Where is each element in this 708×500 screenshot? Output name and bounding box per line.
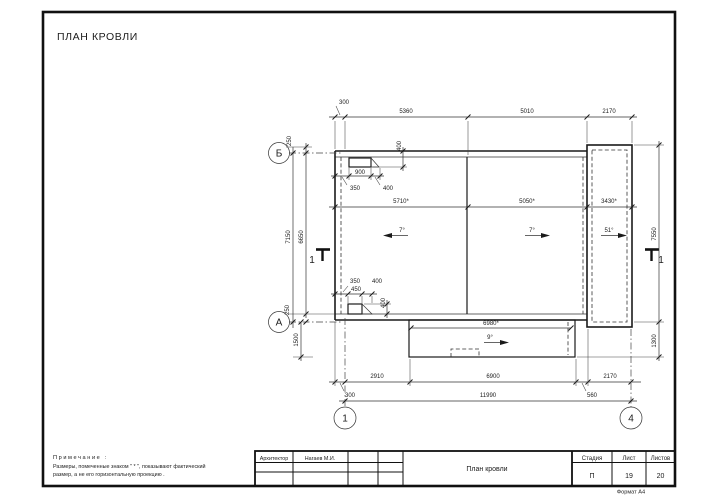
axis-marker-1	[334, 407, 356, 429]
chimney-bottom	[348, 304, 372, 314]
section-number-right: 1	[658, 255, 664, 266]
right-wing-roof	[587, 145, 632, 327]
dim-top-5010: 5010	[520, 109, 534, 115]
dim-row-slope-lengths	[329, 199, 637, 210]
dim-left-1500: 1500	[294, 333, 300, 347]
axis-lines	[289, 153, 631, 407]
slope-left-label: 7°	[399, 228, 405, 234]
axis-label-b: Б	[275, 148, 283, 160]
format-label: Формат А4	[616, 489, 646, 496]
dim-slope-5050: 5050*	[519, 199, 535, 205]
page-title: ПЛАН КРОВЛИ	[57, 31, 138, 43]
section-number-left: 1	[309, 255, 315, 266]
slope-lower-label: 9°	[487, 335, 493, 341]
dim-slope-5710: 5710*	[393, 199, 409, 205]
dim-top-2170: 2170	[602, 109, 616, 115]
dim-top-300: 300	[338, 100, 350, 106]
axis-label-4: 4	[628, 413, 634, 425]
notes-block	[53, 455, 206, 478]
notes-heading: Примечание :	[53, 455, 108, 461]
dim-lower-6980: 6980*	[483, 321, 499, 327]
slope-wing-label: 51°	[604, 228, 614, 234]
slope-left	[383, 228, 408, 238]
title-block-sheet-value: 19	[625, 473, 633, 480]
notes-line-2: размер, а не его горизонтальную проекцию .	[53, 472, 165, 478]
title-block-sheets-header: Листов	[650, 456, 671, 462]
dim-bottom-560: 560	[586, 393, 598, 399]
title-block-sheets-value: 20	[656, 473, 665, 480]
axis-label-1: 1	[342, 413, 348, 425]
slope-wing	[601, 228, 627, 238]
section-mark-left	[309, 249, 330, 266]
dim-left-6650: 6650	[299, 230, 305, 244]
dim-row-bottom	[329, 322, 641, 404]
chimney-top	[349, 158, 379, 167]
title-block-drawing-title: План кровли	[466, 466, 508, 473]
dim-left-250-top: 250	[287, 135, 293, 147]
title-block-role: Архитектор	[259, 456, 289, 462]
dim-chimney-bot-350: 350	[349, 279, 361, 285]
slope-lower	[484, 335, 509, 345]
dim-chimney-top-400: 400	[382, 186, 394, 192]
title-block-stage-header: Стадия	[581, 456, 603, 462]
dim-left-250-bottom: 250	[285, 304, 291, 316]
dim-chimney-bot-400v: 400	[381, 297, 387, 309]
axis-label-a: А	[275, 317, 283, 329]
dim-bottom-6900: 6900	[486, 374, 500, 380]
dim-bottom-2910: 2910	[370, 374, 384, 380]
notes-line-1: Размеры, помеченные знаком " * ", показывают фактический	[53, 464, 206, 470]
dim-chimney-bot-400: 400	[371, 279, 383, 285]
dim-chimney-bottom	[331, 279, 391, 318]
dim-right-7550: 7550	[652, 227, 658, 241]
dim-bottom-2170: 2170	[603, 374, 617, 380]
dim-bottom-300: 300	[344, 393, 356, 399]
sheet-frame	[43, 12, 675, 486]
title-block-sheet-header: Лист	[622, 456, 636, 462]
axis-marker-4	[620, 407, 642, 429]
title-block-architect: Нагаев М.И.	[304, 456, 336, 462]
dim-chimney-top-900: 900	[354, 170, 366, 176]
dim-left-7150: 7150	[286, 230, 292, 244]
title-block-stage-value: П	[589, 473, 595, 480]
slope-middle	[525, 228, 550, 238]
dim-lower-roof	[409, 321, 574, 331]
dim-slope-3430: 3430*	[601, 199, 617, 205]
slope-middle-label: 7°	[529, 228, 535, 234]
dim-row-top	[329, 100, 637, 155]
section-mark-right	[645, 249, 664, 266]
dim-chimney-top-350: 350	[349, 186, 361, 192]
dim-chimney-bot-450: 450	[350, 287, 362, 293]
dim-col-left	[285, 135, 335, 361]
dim-chimney-top	[331, 140, 407, 192]
dim-bottom-11990: 11990	[479, 393, 497, 399]
dim-top-5360: 5360	[399, 109, 413, 115]
dim-chimney-top-400v: 400	[397, 140, 403, 152]
dim-right-1300: 1300	[652, 334, 658, 348]
title-block	[255, 451, 675, 486]
